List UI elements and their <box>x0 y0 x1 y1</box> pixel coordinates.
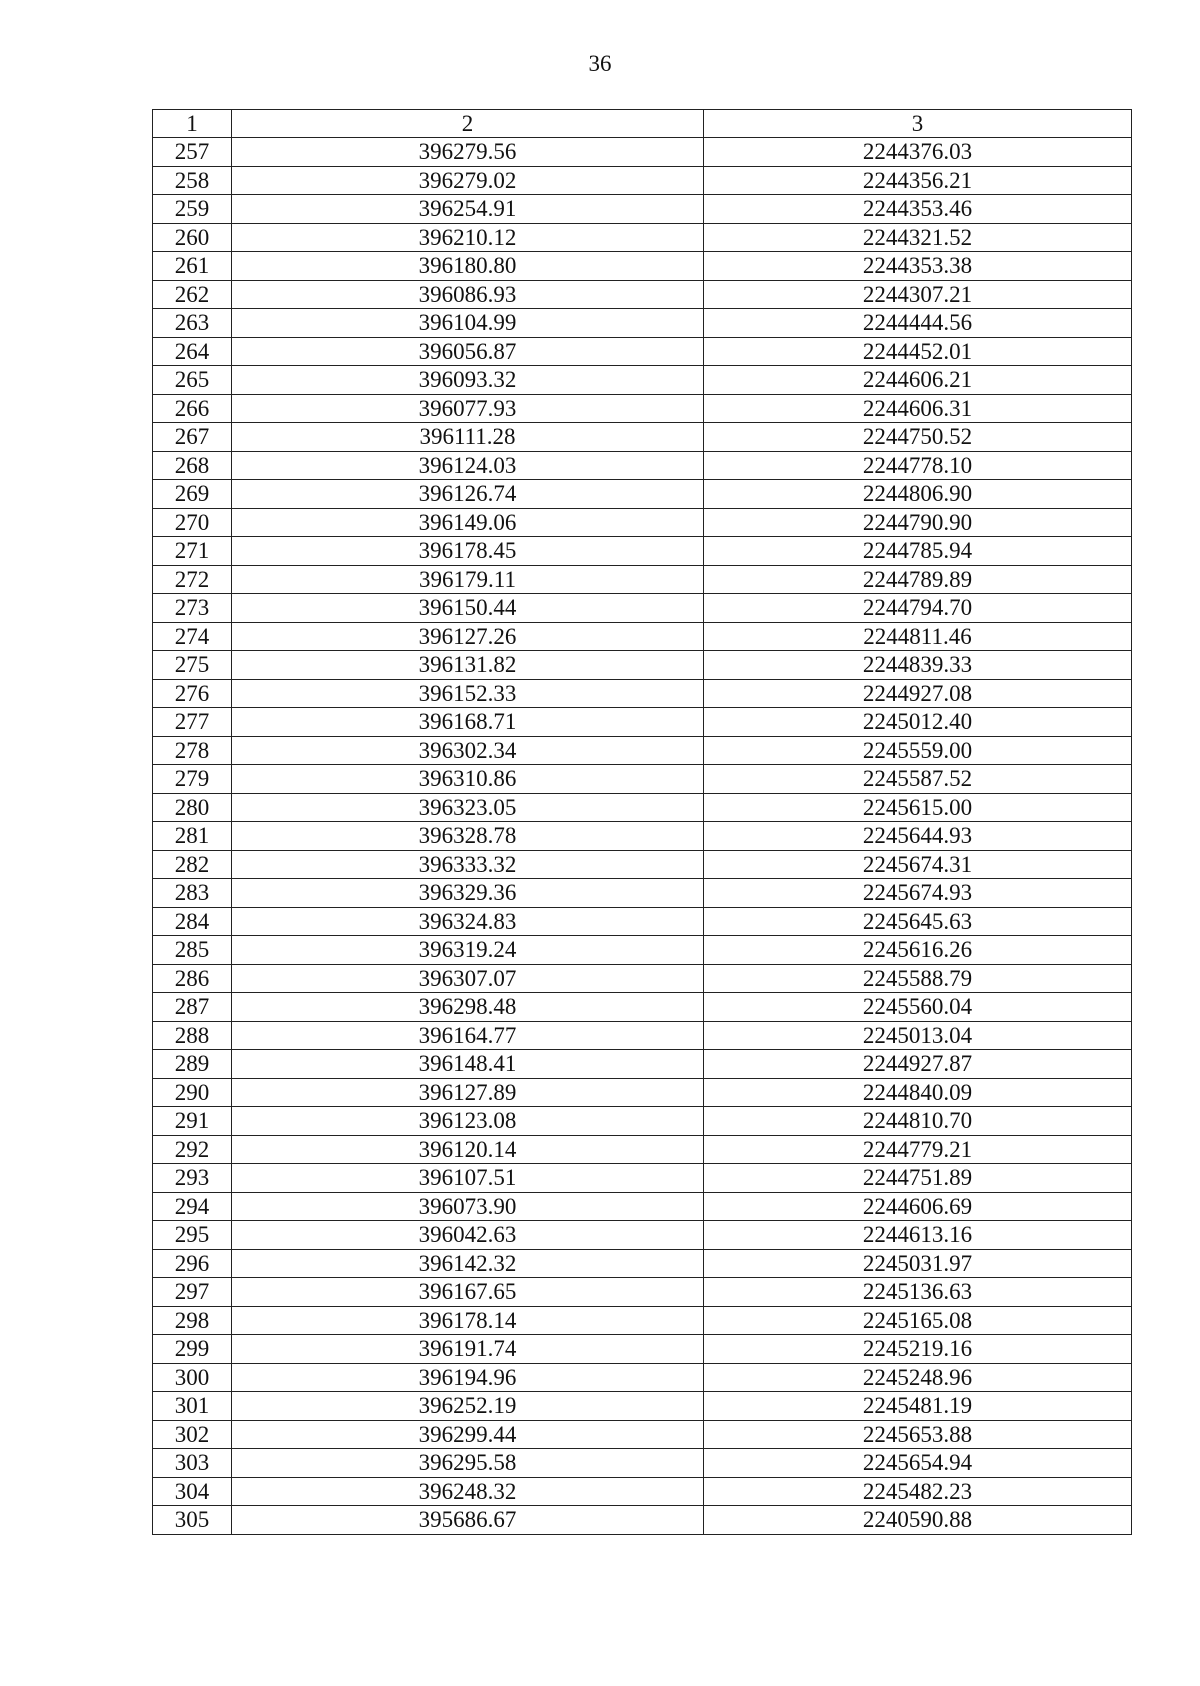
y-coordinate-cell: 2244785.94 <box>704 537 1132 566</box>
x-coordinate-cell: 396123.08 <box>232 1107 704 1136</box>
x-coordinate-cell: 396179.11 <box>232 565 704 594</box>
point-number-cell: 263 <box>153 309 232 338</box>
y-coordinate-cell: 2245616.26 <box>704 936 1132 965</box>
x-coordinate-cell: 396210.12 <box>232 223 704 252</box>
point-number-cell: 270 <box>153 508 232 537</box>
x-coordinate-cell: 396124.03 <box>232 451 704 480</box>
table-row <box>153 480 1132 509</box>
table-row <box>153 1135 1132 1164</box>
point-number-cell: 264 <box>153 337 232 366</box>
table-row <box>153 451 1132 480</box>
table-row <box>153 1306 1132 1335</box>
y-coordinate-cell: 2245674.93 <box>704 879 1132 908</box>
y-coordinate-cell: 2245674.31 <box>704 850 1132 879</box>
table-row <box>153 651 1132 680</box>
table-row <box>153 138 1132 167</box>
y-coordinate-cell: 2244321.52 <box>704 223 1132 252</box>
y-coordinate-cell: 2244751.89 <box>704 1164 1132 1193</box>
x-coordinate-cell: 396167.65 <box>232 1278 704 1307</box>
table-row <box>153 423 1132 452</box>
x-coordinate-cell: 396323.05 <box>232 793 704 822</box>
y-coordinate-cell: 2245219.16 <box>704 1335 1132 1364</box>
point-number-cell: 292 <box>153 1135 232 1164</box>
page-number: 36 <box>588 51 612 76</box>
table-row <box>153 1363 1132 1392</box>
x-coordinate-cell: 396310.86 <box>232 765 704 794</box>
point-number-cell: 260 <box>153 223 232 252</box>
x-coordinate-cell: 396328.78 <box>232 822 704 851</box>
point-number-cell: 304 <box>153 1477 232 1506</box>
table-row <box>153 195 1132 224</box>
point-number-cell: 286 <box>153 964 232 993</box>
point-number-cell: 281 <box>153 822 232 851</box>
y-coordinate-cell: 2244927.87 <box>704 1050 1132 1079</box>
point-number-cell: 267 <box>153 423 232 452</box>
table-row <box>153 907 1132 936</box>
y-coordinate-cell: 2244444.56 <box>704 309 1132 338</box>
y-coordinate-cell: 2245588.79 <box>704 964 1132 993</box>
table-row <box>153 622 1132 651</box>
x-coordinate-cell: 396152.33 <box>232 679 704 708</box>
x-coordinate-cell: 396149.06 <box>232 508 704 537</box>
y-coordinate-cell: 2244790.90 <box>704 508 1132 537</box>
x-coordinate-cell: 396298.48 <box>232 993 704 1022</box>
x-coordinate-cell: 396178.45 <box>232 537 704 566</box>
column-header-3: 3 <box>704 110 1132 138</box>
y-coordinate-cell: 2245248.96 <box>704 1363 1132 1392</box>
x-coordinate-cell: 396329.36 <box>232 879 704 908</box>
y-coordinate-cell: 2245482.23 <box>704 1477 1132 1506</box>
table-row <box>153 679 1132 708</box>
x-coordinate-cell: 396127.26 <box>232 622 704 651</box>
y-coordinate-cell: 2245165.08 <box>704 1306 1132 1335</box>
y-coordinate-cell: 2244606.69 <box>704 1192 1132 1221</box>
y-coordinate-cell: 2245559.00 <box>704 736 1132 765</box>
y-coordinate-cell: 2244353.38 <box>704 252 1132 281</box>
point-number-cell: 275 <box>153 651 232 680</box>
table-row <box>153 223 1132 252</box>
y-coordinate-cell: 2244810.70 <box>704 1107 1132 1136</box>
point-number-cell: 293 <box>153 1164 232 1193</box>
x-coordinate-cell: 396104.99 <box>232 309 704 338</box>
x-coordinate-cell: 396111.28 <box>232 423 704 452</box>
point-number-cell: 296 <box>153 1249 232 1278</box>
point-number-cell: 269 <box>153 480 232 509</box>
table-body <box>153 138 1132 1535</box>
x-coordinate-cell: 396324.83 <box>232 907 704 936</box>
y-coordinate-cell: 2244806.90 <box>704 480 1132 509</box>
y-coordinate-cell: 2245645.63 <box>704 907 1132 936</box>
x-coordinate-cell: 395686.67 <box>232 1506 704 1535</box>
x-coordinate-cell: 396333.32 <box>232 850 704 879</box>
y-coordinate-cell: 2244789.89 <box>704 565 1132 594</box>
point-number-cell: 271 <box>153 537 232 566</box>
point-number-cell: 262 <box>153 280 232 309</box>
x-coordinate-cell: 396254.91 <box>232 195 704 224</box>
x-coordinate-cell: 396042.63 <box>232 1221 704 1250</box>
point-number-cell: 277 <box>153 708 232 737</box>
x-coordinate-cell: 396307.07 <box>232 964 704 993</box>
point-number-cell: 259 <box>153 195 232 224</box>
table-row <box>153 964 1132 993</box>
y-coordinate-cell: 2240590.88 <box>704 1506 1132 1535</box>
point-number-cell: 302 <box>153 1420 232 1449</box>
point-number-cell: 272 <box>153 565 232 594</box>
y-coordinate-cell: 2244307.21 <box>704 280 1132 309</box>
table-row <box>153 166 1132 195</box>
point-number-cell: 305 <box>153 1506 232 1535</box>
point-number-cell: 294 <box>153 1192 232 1221</box>
point-number-cell: 289 <box>153 1050 232 1079</box>
x-coordinate-cell: 396299.44 <box>232 1420 704 1449</box>
table-row <box>153 594 1132 623</box>
y-coordinate-cell: 2244750.52 <box>704 423 1132 452</box>
point-number-cell: 297 <box>153 1278 232 1307</box>
y-coordinate-cell: 2245013.04 <box>704 1021 1132 1050</box>
x-coordinate-cell: 396180.80 <box>232 252 704 281</box>
y-coordinate-cell: 2244376.03 <box>704 138 1132 167</box>
y-coordinate-cell: 2244840.09 <box>704 1078 1132 1107</box>
table-row <box>153 1506 1132 1535</box>
x-coordinate-cell: 396056.87 <box>232 337 704 366</box>
point-number-cell: 291 <box>153 1107 232 1136</box>
table-row <box>153 1221 1132 1250</box>
point-number-cell: 282 <box>153 850 232 879</box>
table-row <box>153 280 1132 309</box>
table-row <box>153 337 1132 366</box>
x-coordinate-cell: 396194.96 <box>232 1363 704 1392</box>
table-row <box>153 565 1132 594</box>
table-row <box>153 1021 1132 1050</box>
x-coordinate-cell: 396150.44 <box>232 594 704 623</box>
y-coordinate-cell: 2244779.21 <box>704 1135 1132 1164</box>
x-coordinate-cell: 396086.93 <box>232 280 704 309</box>
table-row <box>153 850 1132 879</box>
x-coordinate-cell: 396295.58 <box>232 1449 704 1478</box>
table-row <box>153 1078 1132 1107</box>
point-number-cell: 268 <box>153 451 232 480</box>
table-row <box>153 252 1132 281</box>
y-coordinate-cell: 2244356.21 <box>704 166 1132 195</box>
column-header-2: 2 <box>232 110 704 138</box>
table-row <box>153 1249 1132 1278</box>
y-coordinate-cell: 2245653.88 <box>704 1420 1132 1449</box>
point-number-cell: 288 <box>153 1021 232 1050</box>
point-number-cell: 303 <box>153 1449 232 1478</box>
x-coordinate-cell: 396168.71 <box>232 708 704 737</box>
y-coordinate-cell: 2245615.00 <box>704 793 1132 822</box>
point-number-cell: 299 <box>153 1335 232 1364</box>
table-row <box>153 708 1132 737</box>
point-number-cell: 273 <box>153 594 232 623</box>
y-coordinate-cell: 2244353.46 <box>704 195 1132 224</box>
x-coordinate-cell: 396148.41 <box>232 1050 704 1079</box>
table-row <box>153 366 1132 395</box>
table-row <box>153 936 1132 965</box>
point-number-cell: 257 <box>153 138 232 167</box>
table-row <box>153 1392 1132 1421</box>
y-coordinate-cell: 2244613.16 <box>704 1221 1132 1250</box>
x-coordinate-cell: 396093.32 <box>232 366 704 395</box>
table-row <box>153 1477 1132 1506</box>
x-coordinate-cell: 396191.74 <box>232 1335 704 1364</box>
point-number-cell: 301 <box>153 1392 232 1421</box>
x-coordinate-cell: 396164.77 <box>232 1021 704 1050</box>
x-coordinate-cell: 396279.02 <box>232 166 704 195</box>
table-row <box>153 765 1132 794</box>
table-row <box>153 1335 1132 1364</box>
point-number-cell: 283 <box>153 879 232 908</box>
point-number-cell: 290 <box>153 1078 232 1107</box>
table-row <box>153 309 1132 338</box>
y-coordinate-cell: 2244778.10 <box>704 451 1132 480</box>
point-number-cell: 298 <box>153 1306 232 1335</box>
point-number-cell: 261 <box>153 252 232 281</box>
y-coordinate-cell: 2244606.31 <box>704 394 1132 423</box>
y-coordinate-cell: 2245136.63 <box>704 1278 1132 1307</box>
table-row <box>153 1050 1132 1079</box>
x-coordinate-cell: 396142.32 <box>232 1249 704 1278</box>
x-coordinate-cell: 396131.82 <box>232 651 704 680</box>
x-coordinate-cell: 396279.56 <box>232 138 704 167</box>
table-row <box>153 879 1132 908</box>
y-coordinate-cell: 2244839.33 <box>704 651 1132 680</box>
table-row <box>153 993 1132 1022</box>
x-coordinate-cell: 396178.14 <box>232 1306 704 1335</box>
x-coordinate-cell: 396077.93 <box>232 394 704 423</box>
x-coordinate-cell: 396319.24 <box>232 936 704 965</box>
y-coordinate-cell: 2245481.19 <box>704 1392 1132 1421</box>
x-coordinate-cell: 396248.32 <box>232 1477 704 1506</box>
y-coordinate-cell: 2244927.08 <box>704 679 1132 708</box>
y-coordinate-cell: 2244794.70 <box>704 594 1132 623</box>
y-coordinate-cell: 2245012.40 <box>704 708 1132 737</box>
point-number-cell: 265 <box>153 366 232 395</box>
point-number-cell: 276 <box>153 679 232 708</box>
table-row <box>153 394 1132 423</box>
point-number-cell: 287 <box>153 993 232 1022</box>
x-coordinate-cell: 396073.90 <box>232 1192 704 1221</box>
point-number-cell: 280 <box>153 793 232 822</box>
coordinates-table <box>152 109 1132 1535</box>
y-coordinate-cell: 2244452.01 <box>704 337 1132 366</box>
point-number-cell: 266 <box>153 394 232 423</box>
y-coordinate-cell: 2245644.93 <box>704 822 1132 851</box>
y-coordinate-cell: 2244606.21 <box>704 366 1132 395</box>
table-row <box>153 1420 1132 1449</box>
point-number-cell: 274 <box>153 622 232 651</box>
table-row <box>153 1278 1132 1307</box>
x-coordinate-cell: 396126.74 <box>232 480 704 509</box>
point-number-cell: 279 <box>153 765 232 794</box>
x-coordinate-cell: 396120.14 <box>232 1135 704 1164</box>
table-row <box>153 508 1132 537</box>
x-coordinate-cell: 396107.51 <box>232 1164 704 1193</box>
table-row <box>153 793 1132 822</box>
table-row <box>153 736 1132 765</box>
table-row <box>153 1107 1132 1136</box>
table-row <box>153 1192 1132 1221</box>
point-number-cell: 295 <box>153 1221 232 1250</box>
y-coordinate-cell: 2245654.94 <box>704 1449 1132 1478</box>
point-number-cell: 300 <box>153 1363 232 1392</box>
point-number-cell: 258 <box>153 166 232 195</box>
x-coordinate-cell: 396302.34 <box>232 736 704 765</box>
table-row <box>153 1164 1132 1193</box>
x-coordinate-cell: 396127.89 <box>232 1078 704 1107</box>
column-header-1: 1 <box>153 110 232 138</box>
table-row <box>153 537 1132 566</box>
table-row <box>153 1449 1132 1478</box>
point-number-cell: 278 <box>153 736 232 765</box>
y-coordinate-cell: 2245587.52 <box>704 765 1132 794</box>
y-coordinate-cell: 2245031.97 <box>704 1249 1132 1278</box>
y-coordinate-cell: 2245560.04 <box>704 993 1132 1022</box>
point-number-cell: 284 <box>153 907 232 936</box>
y-coordinate-cell: 2244811.46 <box>704 622 1132 651</box>
table-row <box>153 822 1132 851</box>
x-coordinate-cell: 396252.19 <box>232 1392 704 1421</box>
table-header-row <box>153 110 1132 138</box>
point-number-cell: 285 <box>153 936 232 965</box>
